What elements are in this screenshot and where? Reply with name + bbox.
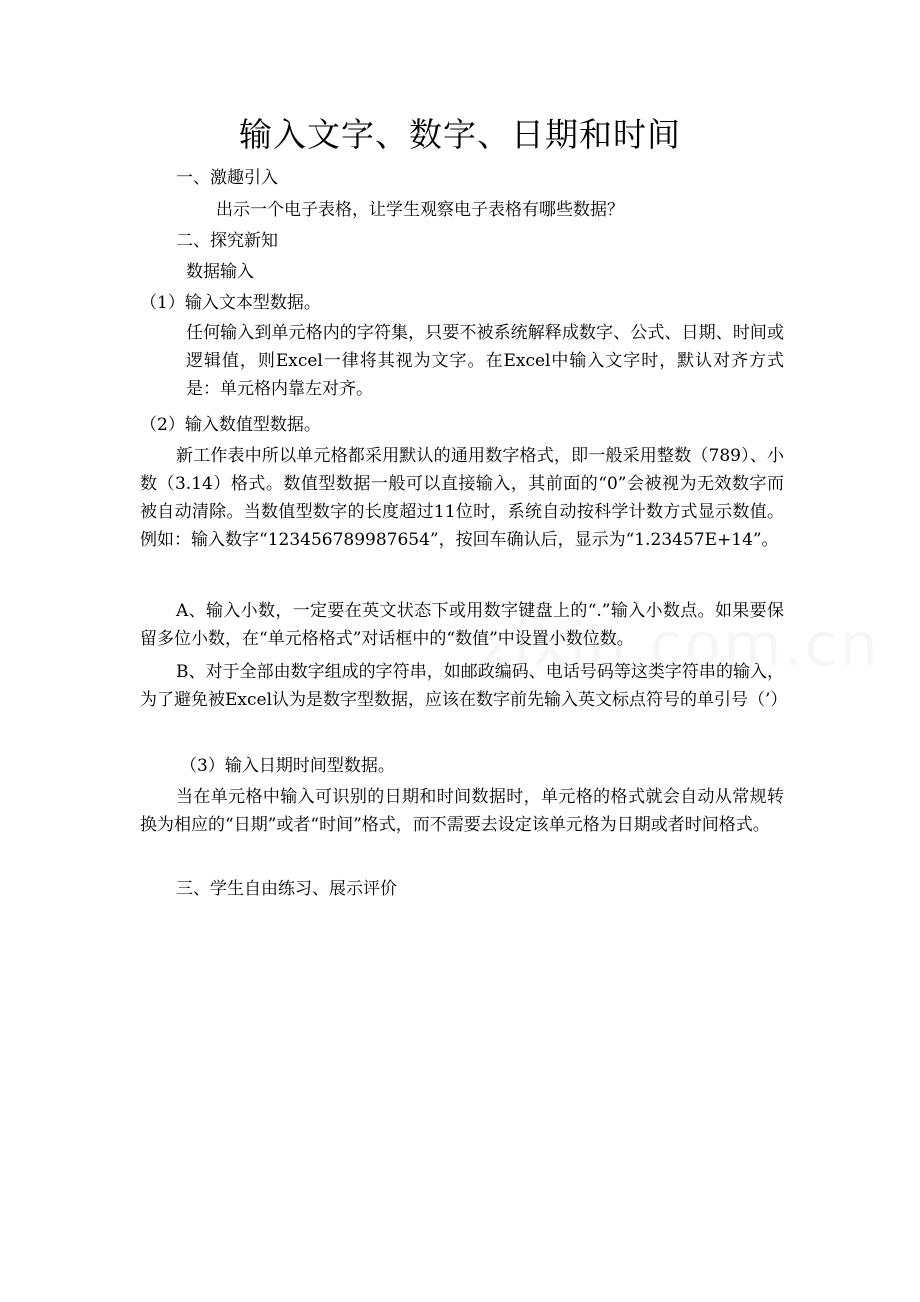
item-3-text: 当在单元格中输入可识别的日期和时间数据时，单元格的格式就会自动从常规转换为相应的“日期”或者“时间”格式，而不需要去设定该单元格为日期或者时间格式。 — [140, 787, 784, 835]
item-2-heading: （2）输入数值型数据。 — [140, 415, 321, 435]
section-3-heading: 三、学生自由练习、展示评价 — [176, 879, 397, 899]
section-1-text: 出示一个电子表格，让学生观察电子表格有哪些数据？ — [216, 200, 624, 220]
item-1-text: 任何输入到单元格内的字符集，只要不被系统解释成数字、公式、日期、时间或逻辑值，则Excel一律将其视为文字。在Excel中输入文字时，默认对齐方式是：单元格内靠左对齐。 — [186, 323, 784, 399]
document-title: 输入文字、数字、日期和时间 — [239, 115, 681, 154]
item-2-text: 新工作表中所以单元格都采用默认的通用数字格式，即一般采用整数（789）、小数（3.14）格式。数值型数据一般可以直接输入，其前面的“0”会被视为无效数字而被自动清除。当数值型数字的长度超过11位时，系统自动按科学计数方式显示数值。例如：输入数字“123456789987654”，按回车确认后，显示为“1.23457E+14”。 — [140, 446, 784, 550]
section-2-heading: 二、探究新知 — [176, 231, 278, 251]
note-a-text: A、输入小数，一定要在英文状态下或用数字键盘上的“.”输入小数点。如果要保留多位小数，在“单元格格式”对话框中的“数值”中设置小数位数。 — [140, 601, 784, 649]
section-2-subheading: 数据输入 — [186, 262, 254, 282]
note-b-text: B、对于全部由数字组成的字符串，如邮政编码、电话号码等这类字符串的输入，为了避免被Excel认为是数字型数据，应该在数字前先输入英文标点符号的单引号（’） — [140, 662, 788, 710]
item-1-heading: （1）输入文本型数据。 — [140, 293, 321, 313]
section-1-heading: 一、激趣引入 — [176, 168, 278, 188]
item-3-heading: （3）输入日期时间型数据。 — [180, 756, 395, 776]
